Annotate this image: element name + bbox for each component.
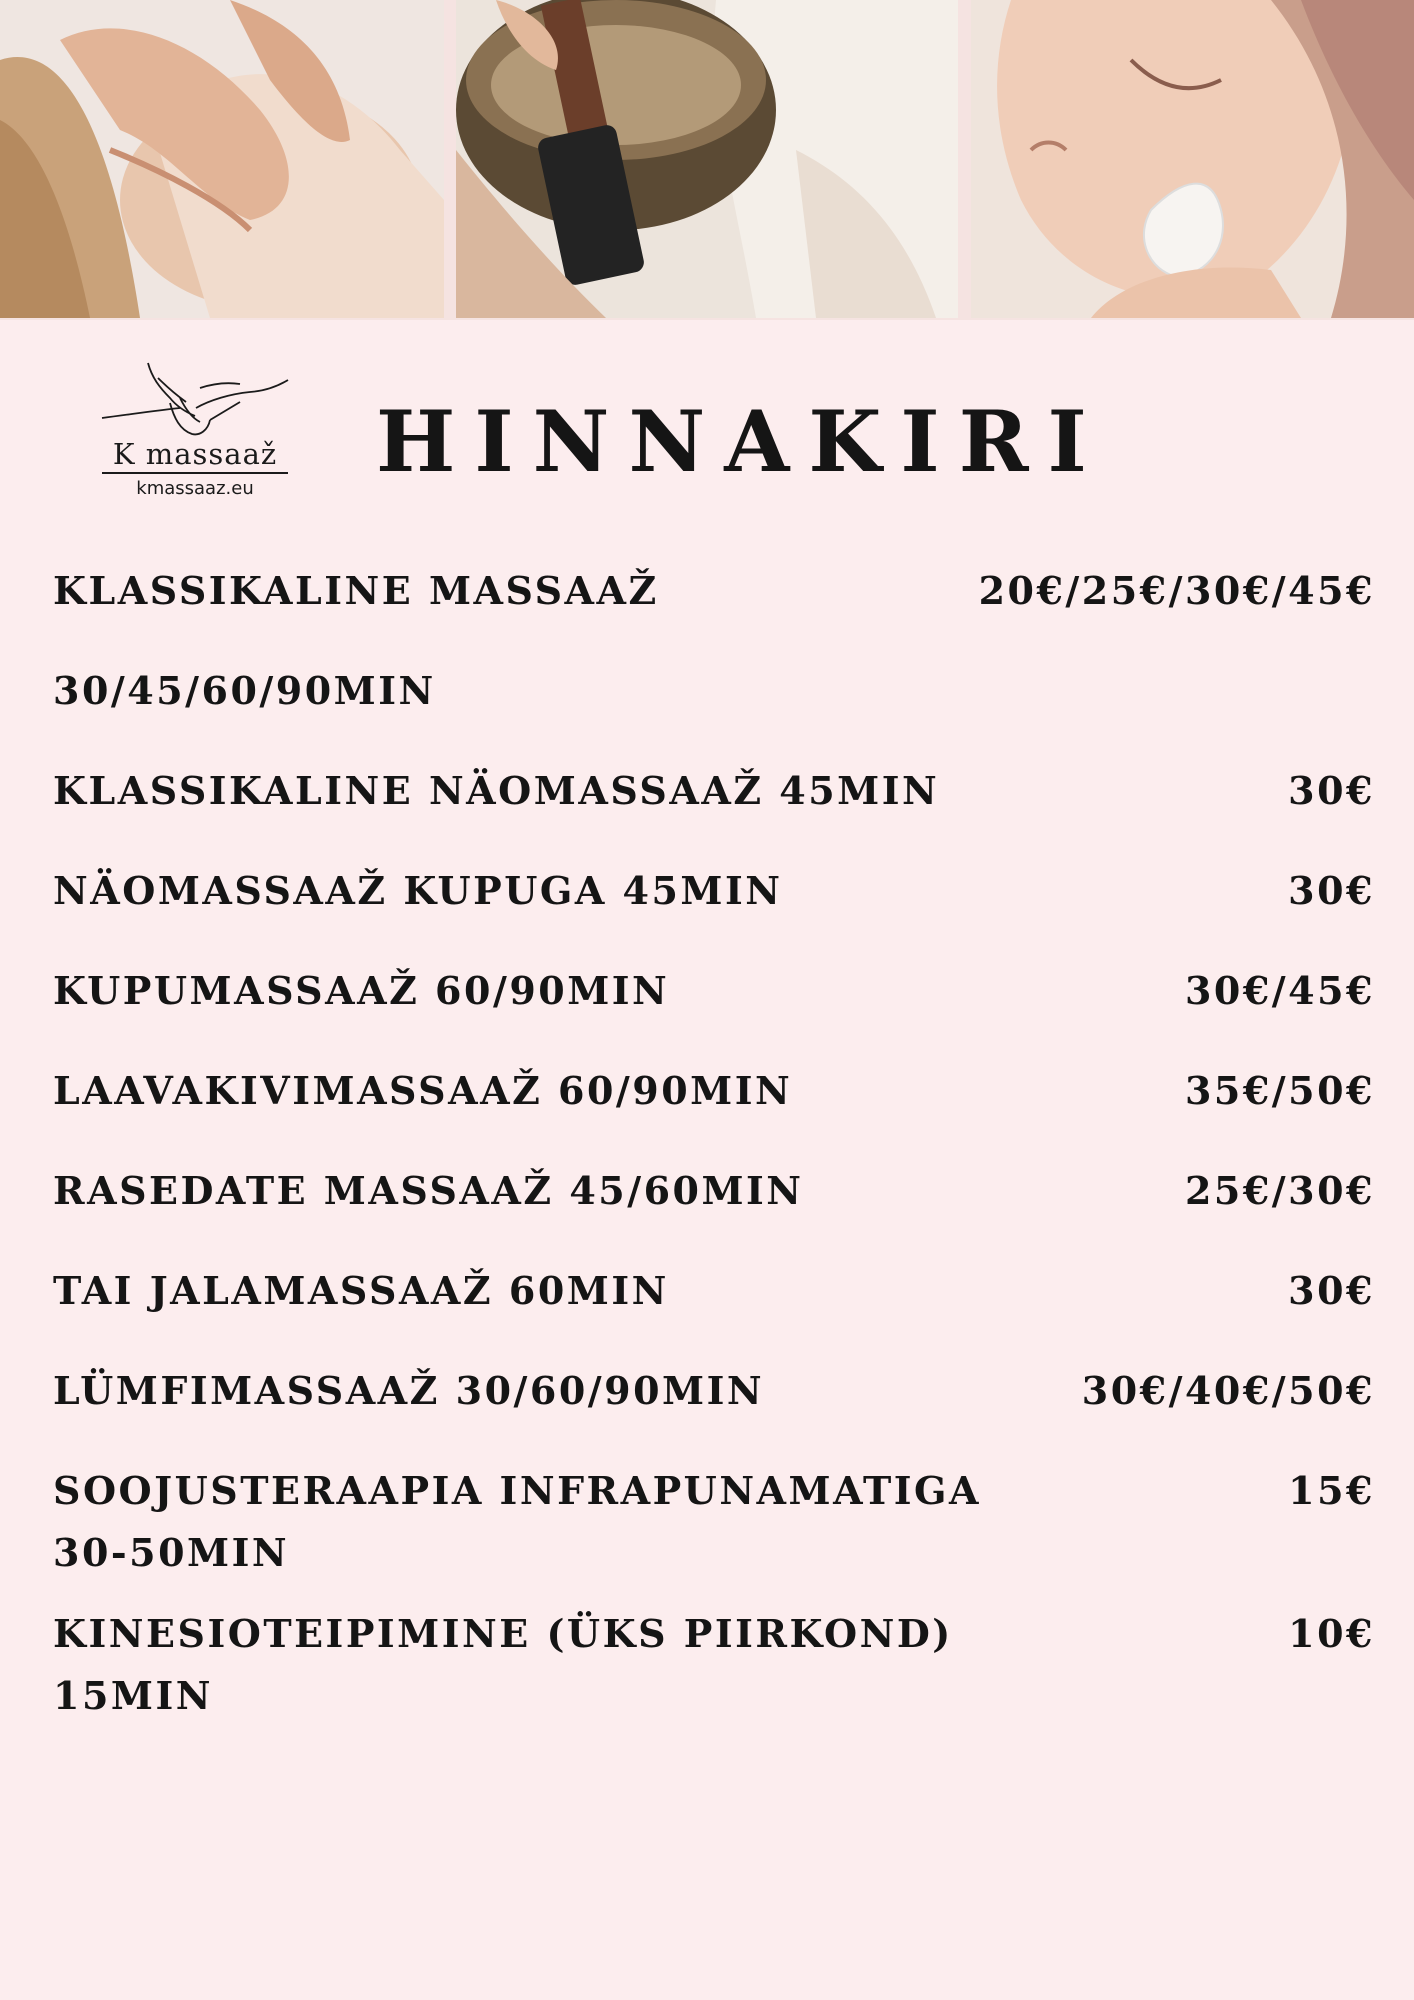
service-name: KUPUMASSAAŽ 60/90MIN bbox=[53, 968, 670, 1013]
service-name: LAAVAKIVIMASSAAŽ 60/90MIN bbox=[53, 1068, 793, 1113]
service-price: 30€/45€ bbox=[1184, 968, 1375, 1013]
service-price: 30€ bbox=[1288, 1268, 1375, 1313]
logo-url: kmassaaz.eu bbox=[136, 478, 254, 499]
service-price: 25€/30€ bbox=[1184, 1168, 1375, 1213]
service-price: 30€/40€/50€ bbox=[1081, 1368, 1375, 1413]
service-name: 30/45/60/90MIN bbox=[53, 668, 436, 713]
logo-divider bbox=[102, 472, 288, 474]
service-price: 35€/50€ bbox=[1184, 1068, 1375, 1113]
list-item bbox=[53, 1260, 1375, 1360]
service-name: NÄOMASSAAŽ KUPUGA 45MIN bbox=[53, 868, 783, 913]
list-item bbox=[53, 760, 1375, 860]
list-item bbox=[53, 960, 1375, 1060]
service-price: 30€ bbox=[1288, 768, 1375, 813]
service-price: 30€ bbox=[1288, 868, 1375, 913]
service-name: TAI JALAMASSAAŽ 60MIN bbox=[53, 1268, 669, 1313]
list-item bbox=[53, 1160, 1375, 1260]
singing-bowl-photo bbox=[456, 0, 958, 318]
service-name: RASEDATE MASSAAŽ 45/60MIN bbox=[53, 1168, 804, 1213]
page-title: HINNAKIRI bbox=[376, 392, 1106, 491]
gua-sha-facial-photo bbox=[971, 0, 1414, 318]
list-item bbox=[53, 1360, 1375, 1460]
head-massage-photo bbox=[0, 0, 444, 318]
hands-logo-icon bbox=[100, 358, 290, 438]
service-price: 15€ bbox=[1288, 1468, 1375, 1513]
service-price: 20€/25€/30€/45€ bbox=[978, 568, 1375, 613]
photo-strip bbox=[0, 0, 1414, 320]
service-name: LÜMFIMASSAAŽ 30/60/90MIN bbox=[53, 1368, 765, 1413]
service-name: KLASSIKALINE MASSAAŽ bbox=[53, 568, 659, 613]
list-item bbox=[53, 560, 1375, 660]
logo-name: K massaaž bbox=[112, 437, 278, 471]
list-item bbox=[53, 1460, 1375, 1603]
service-name: SOOJUSTERAAPIA INFRAPUNAMATIGA 30-50MIN bbox=[53, 1468, 981, 1575]
list-item bbox=[53, 860, 1375, 960]
price-list bbox=[53, 560, 1375, 1746]
service-name: KLASSIKALINE NÄOMASSAAŽ 45MIN bbox=[53, 768, 940, 813]
service-price: 10€ bbox=[1288, 1611, 1375, 1656]
list-item bbox=[53, 1060, 1375, 1160]
list-item bbox=[53, 1603, 1375, 1746]
list-item bbox=[53, 660, 1375, 760]
service-name: KINESIOTEIPIMINE (ÜKS PIIRKOND) 15MIN bbox=[53, 1611, 953, 1718]
brand-logo bbox=[100, 358, 290, 508]
